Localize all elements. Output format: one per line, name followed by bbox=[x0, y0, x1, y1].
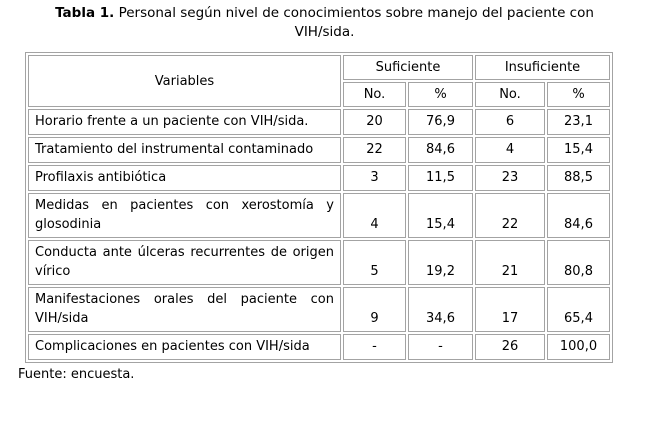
header-suficiente: Suficiente bbox=[343, 55, 473, 80]
suficiente-pct-cell: 76,9 bbox=[408, 109, 473, 135]
suficiente-no-cell: 4 bbox=[343, 193, 406, 238]
variable-cell: Complicaciones en pacientes con VIH/sida bbox=[28, 334, 341, 360]
variable-cell: Tratamiento del instrumental contaminado bbox=[28, 137, 341, 163]
table-source: Fuente: encuesta. bbox=[18, 367, 135, 382]
table-header bbox=[28, 55, 610, 107]
suficiente-pct-cell: 84,6 bbox=[408, 137, 473, 163]
suficiente-pct-cell: 11,5 bbox=[408, 165, 473, 191]
header-suficiente-no: No. bbox=[343, 82, 406, 107]
insuficiente-no-cell: 6 bbox=[475, 109, 545, 135]
variable-cell: Manifestaciones orales del paciente con VIH/sida bbox=[28, 287, 341, 332]
insuficiente-pct-cell: 84,6 bbox=[547, 193, 610, 238]
header-insuficiente-pct: % bbox=[547, 82, 610, 107]
header-insuficiente-no: No. bbox=[475, 82, 545, 107]
header-group-row bbox=[28, 55, 610, 80]
suficiente-no-cell: 20 bbox=[343, 109, 406, 135]
suficiente-no-cell: - bbox=[343, 334, 406, 360]
suficiente-pct-cell: - bbox=[408, 334, 473, 360]
variable-cell: Conducta ante úlceras recurrentes de origen vírico bbox=[28, 240, 341, 285]
table-row bbox=[28, 287, 610, 332]
insuficiente-pct-cell: 23,1 bbox=[547, 109, 610, 135]
table-row bbox=[28, 193, 610, 238]
table-row bbox=[28, 165, 610, 191]
suficiente-no-cell: 3 bbox=[343, 165, 406, 191]
header-variables: Variables bbox=[28, 55, 341, 107]
table-body bbox=[28, 109, 610, 360]
header-insuficiente: Insuficiente bbox=[475, 55, 610, 80]
insuficiente-pct-cell: 65,4 bbox=[547, 287, 610, 332]
insuficiente-no-cell: 17 bbox=[475, 287, 545, 332]
insuficiente-pct-cell: 100,0 bbox=[547, 334, 610, 360]
suficiente-pct-cell: 19,2 bbox=[408, 240, 473, 285]
table-caption-label: Tabla 1. bbox=[55, 5, 115, 21]
variable-cell: Profilaxis antibiótica bbox=[28, 165, 341, 191]
suficiente-no-cell: 5 bbox=[343, 240, 406, 285]
insuficiente-no-cell: 4 bbox=[475, 137, 545, 163]
suficiente-pct-cell: 34,6 bbox=[408, 287, 473, 332]
insuficiente-pct-cell: 88,5 bbox=[547, 165, 610, 191]
table-row bbox=[28, 334, 610, 360]
suficiente-no-cell: 22 bbox=[343, 137, 406, 163]
variable-cell: Medidas en pacientes con xerostomía y glosodinia bbox=[28, 193, 341, 238]
suficiente-no-cell: 9 bbox=[343, 287, 406, 332]
insuficiente-pct-cell: 15,4 bbox=[547, 137, 610, 163]
header-suficiente-pct: % bbox=[408, 82, 473, 107]
table-row bbox=[28, 137, 610, 163]
insuficiente-no-cell: 23 bbox=[475, 165, 545, 191]
insuficiente-pct-cell: 80,8 bbox=[547, 240, 610, 285]
suficiente-pct-cell: 15,4 bbox=[408, 193, 473, 238]
insuficiente-no-cell: 22 bbox=[475, 193, 545, 238]
table-caption bbox=[29, 4, 621, 42]
table-row bbox=[28, 109, 610, 135]
insuficiente-no-cell: 26 bbox=[475, 334, 545, 360]
data-table bbox=[25, 52, 613, 363]
insuficiente-no-cell: 21 bbox=[475, 240, 545, 285]
table-row bbox=[28, 240, 610, 285]
variable-cell: Horario frente a un paciente con VIH/sida. bbox=[28, 109, 341, 135]
table-caption-text: Personal según nivel de conocimientos sobre manejo del paciente con VIH/sida. bbox=[114, 5, 594, 40]
